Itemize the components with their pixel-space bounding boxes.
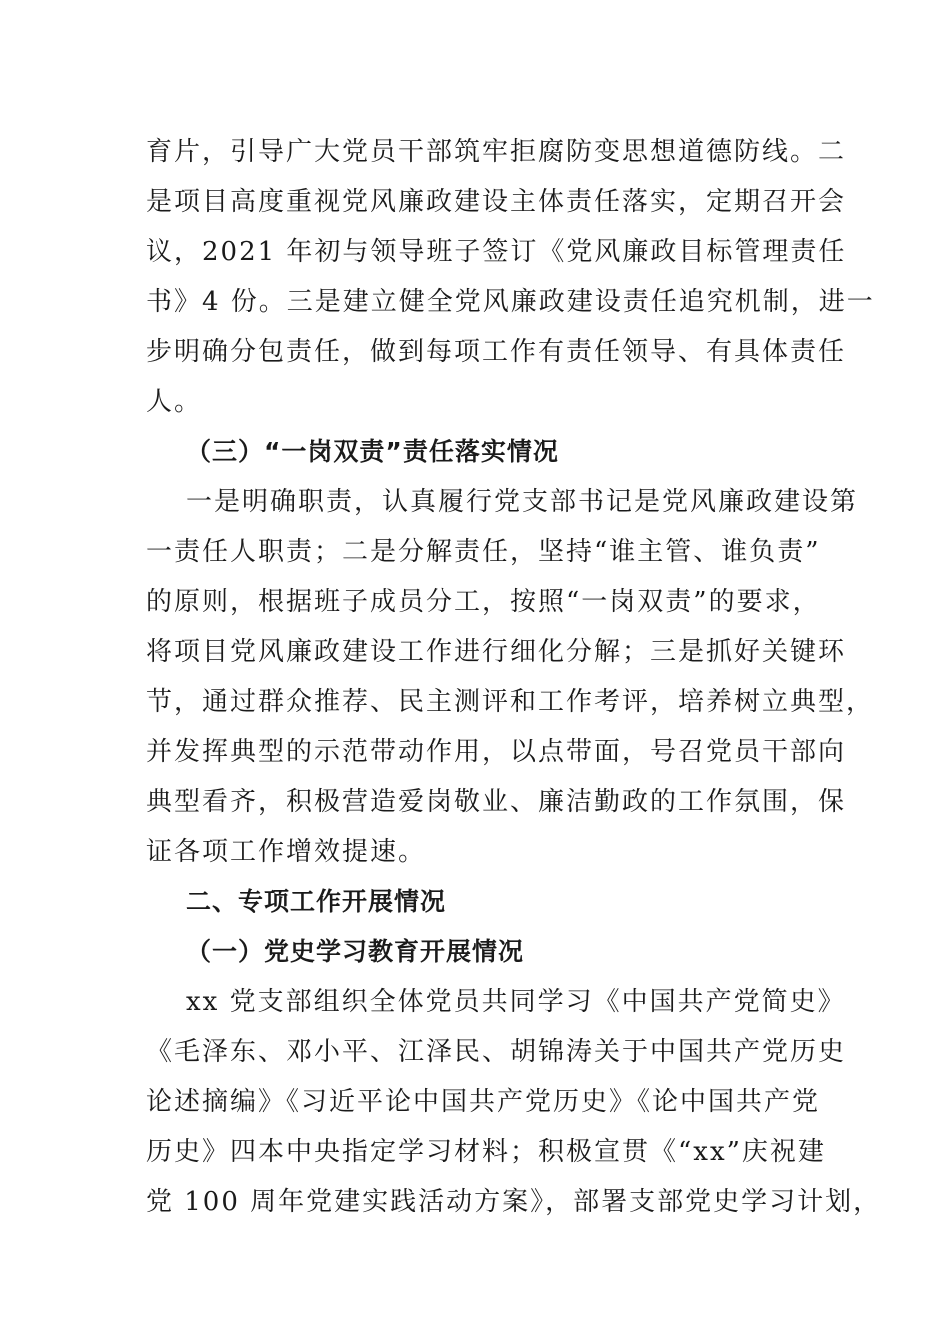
body-text-line: 书》4 份。三是建立健全党风廉政建设责任追究机制，进一	[146, 287, 875, 317]
body-text-line: 《毛泽东、邓小平、江泽民、胡锦涛关于中国共产党历史	[146, 1037, 847, 1067]
body-text-line: 典型看齐，积极营造爱岗敬业、廉洁勤政的工作氛围，保	[146, 787, 847, 817]
section-subheading: （一）党史学习教育开展情况	[186, 937, 525, 966]
body-text-line: 节，通过群众推荐、民主测评和工作考评，培养树立典型，	[146, 687, 875, 717]
body-text-line: 人。	[146, 387, 203, 417]
section-heading: 二、专项工作开展情况	[186, 887, 447, 916]
body-text-line: 历史》四本中央指定学习材料；积极宣贯《“xx”庆祝建	[146, 1137, 826, 1167]
body-text-line: 育片，引导广大党员干部筑牢拒腐防变思想道德防线。二	[146, 137, 847, 167]
body-text-line: 论述摘编》《习近平论中国共产党历史》《论中国共产党	[146, 1087, 821, 1117]
paragraph-first-line: xx 党支部组织全体党员共同学习《中国共产党简史》	[186, 987, 846, 1017]
paragraph-first-line: 一是明确职责，认真履行党支部书记是党风廉政建设第	[186, 487, 859, 517]
body-text-line: 将项目党风廉政建设工作进行细化分解；三是抓好关键环	[146, 637, 847, 667]
body-text-line: 证各项工作增效提速。	[146, 837, 427, 867]
body-text-line: 议，2021 年初与领导班子签订《党风廉政目标管理责任	[146, 237, 847, 267]
body-text-line: 步明确分包责任，做到每项工作有责任领导、有具体责任	[146, 337, 847, 367]
body-text-line: 并发挥典型的示范带动作用，以点带面，号召党员干部向	[146, 737, 847, 767]
section-subheading: （三）“一岗双责”责任落实情况	[186, 437, 559, 466]
body-text-line: 一责任人职责；二是分解责任，坚持“谁主管、谁负责”	[146, 537, 821, 567]
body-text-line: 党 100 周年党建实践活动方案》，部署支部党史学习计划，	[146, 1187, 882, 1217]
body-text-line: 的原则，根据班子成员分工，按照“一岗双责”的要求，	[146, 587, 821, 617]
body-text-line: 是项目高度重视党风廉政建设主体责任落实，定期召开会	[146, 187, 847, 217]
